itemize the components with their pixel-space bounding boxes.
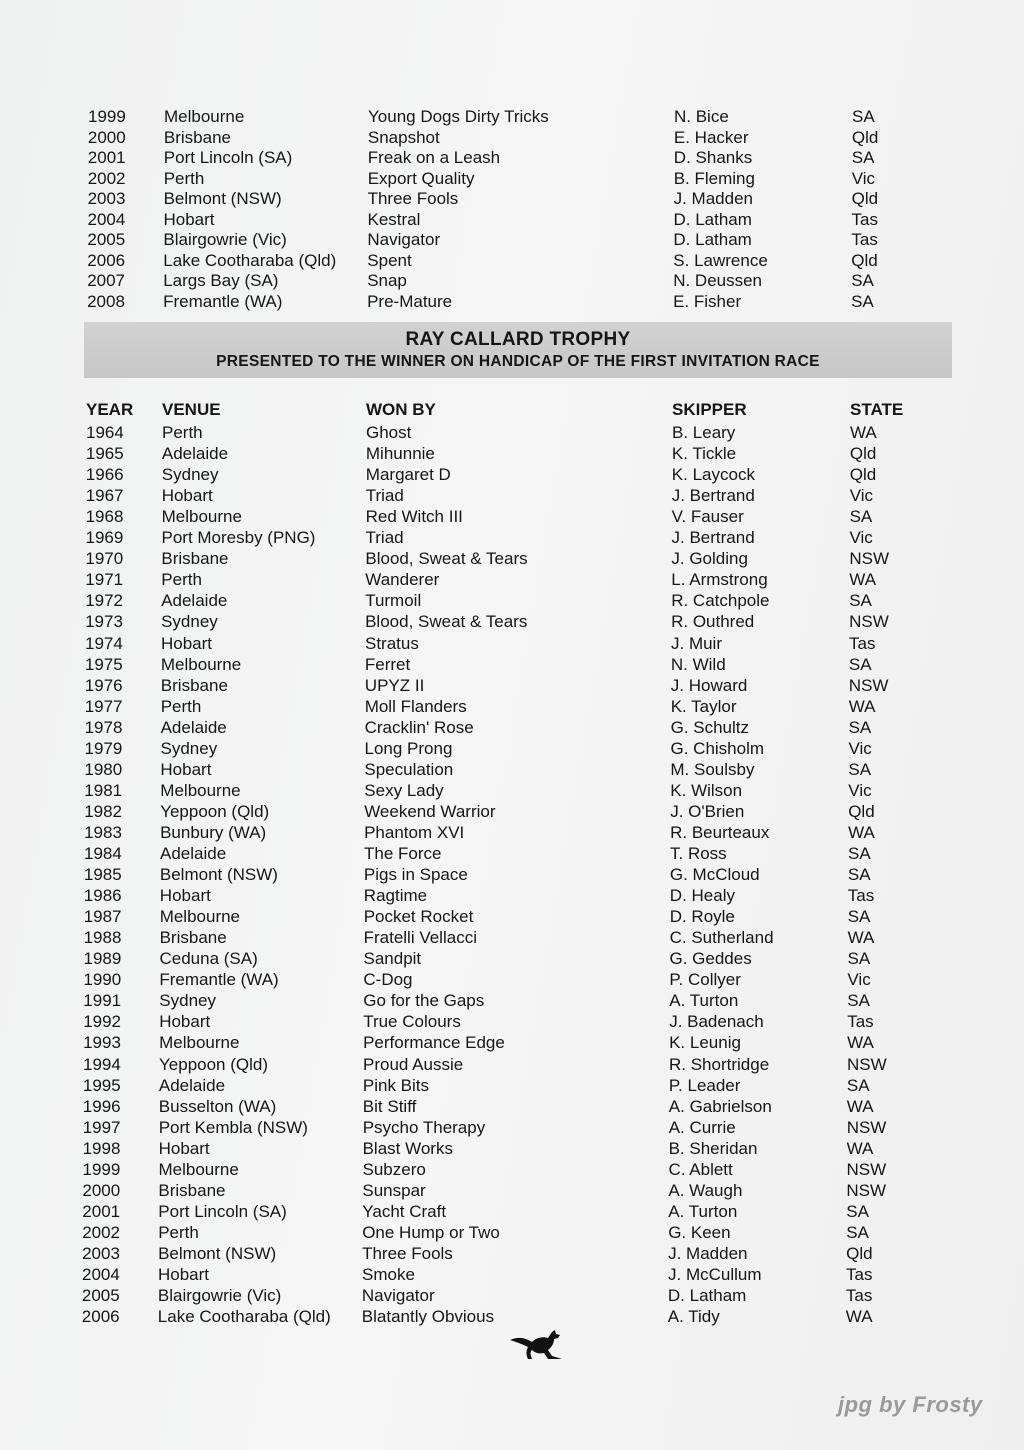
cell-state: NSW xyxy=(847,1054,887,1074)
cell-venue: Ceduna (SA) xyxy=(159,949,258,969)
cell-year: 1984 xyxy=(84,844,122,863)
cell-venue: Adelaide xyxy=(161,444,229,464)
cell-won-by: Subzero xyxy=(362,1159,426,1179)
cell-state: Qld xyxy=(848,801,875,821)
cell-state: WA xyxy=(849,570,877,590)
cell-skipper: A. Waugh xyxy=(668,1180,743,1200)
cell-state: SA xyxy=(852,107,875,126)
cell-state: Tas xyxy=(846,1265,873,1284)
cell-skipper: N. Wild xyxy=(670,654,726,674)
cell-state: NSW xyxy=(846,1117,887,1137)
cell-skipper: C. Sutherland xyxy=(669,928,774,948)
cell-won-by: Pocket Rocket xyxy=(363,907,474,927)
cell-year: 2007 xyxy=(87,271,126,290)
cell-state: Vic xyxy=(847,970,871,990)
cell-year: 1995 xyxy=(82,1075,121,1095)
cell-year: 1999 xyxy=(82,1159,121,1179)
cell-year: 1980 xyxy=(84,759,123,779)
cell-won-by: Long Prong xyxy=(364,738,453,758)
cell-year: 2002 xyxy=(87,168,126,188)
cell-year: 1971 xyxy=(85,570,124,590)
cell-won-by: Weekend Warrior xyxy=(364,801,496,821)
cell-skipper: K. Tickle xyxy=(671,444,737,464)
cell-year: 1979 xyxy=(84,738,123,758)
cell-skipper: D. Shanks xyxy=(673,148,753,167)
trophy-title: RAY CALLARD TROPHY xyxy=(405,329,631,350)
cell-skipper: P. Collyer xyxy=(669,970,741,990)
cell-venue: Sydney xyxy=(161,612,218,632)
cell-skipper: J. Bertrand xyxy=(671,486,755,506)
cell-venue: Hobart xyxy=(159,1012,211,1032)
cell-state: SA xyxy=(851,148,875,167)
cell-venue: Melbourne xyxy=(160,654,242,674)
cell-venue: Largs Bay (SA) xyxy=(163,271,279,290)
cell-year: 1973 xyxy=(85,612,123,632)
cell-skipper: J. Howard xyxy=(670,675,748,695)
cell-year: 1997 xyxy=(82,1117,121,1137)
cell-venue: Port Lincoln (SA) xyxy=(163,148,293,167)
cell-skipper: A. Turton xyxy=(669,991,739,1011)
cell-skipper: J. Madden xyxy=(668,1243,748,1263)
cell-year: 2006 xyxy=(87,250,126,270)
cell-venue: Melbourne xyxy=(159,907,241,927)
cell-won-by: Red Witch III xyxy=(365,507,463,527)
cell-skipper: J. Bertrand xyxy=(671,528,755,548)
cell-venue: Melbourne xyxy=(160,780,241,800)
cell-year: 1992 xyxy=(83,1012,122,1032)
cell-state: SA xyxy=(847,907,871,927)
cell-year: 2000 xyxy=(82,1180,121,1200)
cell-state: Qld xyxy=(851,250,878,270)
cell-state: Vic xyxy=(849,486,873,506)
cell-state: SA xyxy=(848,759,872,779)
photo-credit: jpg by Frosty xyxy=(838,1392,983,1417)
cell-year: 1990 xyxy=(83,970,122,990)
cell-venue: Melbourne xyxy=(161,507,242,527)
cell-skipper: D. Royle xyxy=(669,907,735,927)
cell-venue: Sydney xyxy=(159,991,216,1011)
cell-skipper: L. Armstrong xyxy=(671,570,768,590)
cell-venue: Hobart xyxy=(161,486,213,506)
cell-skipper: A. Gabrielson xyxy=(668,1096,772,1116)
cell-state: Tas xyxy=(845,1286,873,1306)
cell-year: 2004 xyxy=(87,209,126,229)
cell-venue: Port Lincoln (SA) xyxy=(158,1201,287,1221)
cell-won-by: Proud Aussie xyxy=(363,1054,464,1074)
cell-year: 1994 xyxy=(83,1054,121,1074)
cell-won-by: Ghost xyxy=(366,423,412,442)
cell-venue: Adelaide xyxy=(161,591,228,611)
cell-won-by: Young Dogs Dirty Tricks xyxy=(368,107,549,126)
cell-won-by: One Hump or Two xyxy=(362,1222,500,1242)
cell-skipper: J. O'Brien xyxy=(670,801,745,821)
cell-won-by: Yacht Craft xyxy=(362,1201,447,1221)
cell-venue: Fremantle (WA) xyxy=(159,970,279,990)
trophy-subtitle: PRESENTED TO THE WINNER ON HANDICAP OF THE FIRST INVITATION RACE xyxy=(216,353,820,370)
cell-won-by: Export Quality xyxy=(367,168,475,188)
cell-venue: Perth xyxy=(158,1222,199,1242)
cell-venue: Yeppoon (Qld) xyxy=(159,1054,269,1074)
cell-skipper: J. McCullum xyxy=(668,1265,762,1284)
cell-venue: Hobart xyxy=(163,209,215,229)
cell-skipper: T. Ross xyxy=(670,844,727,863)
cell-state: Vic xyxy=(848,738,872,758)
cell-venue: Hobart xyxy=(158,1265,210,1284)
cell-won-by: Wanderer xyxy=(365,570,440,590)
cell-year: 1985 xyxy=(83,865,122,885)
cell-won-by: Triad xyxy=(365,528,404,548)
cell-venue: Yeppoon (Qld) xyxy=(160,801,270,821)
cell-won-by: Freak on a Leash xyxy=(367,148,501,167)
cell-year: 1965 xyxy=(85,444,124,464)
cell-won-by: Smoke xyxy=(362,1265,415,1284)
cell-won-by: Kestral xyxy=(367,209,421,229)
cell-won-by: Blatantly Obvious xyxy=(361,1307,495,1327)
cell-skipper: N. Bice xyxy=(674,107,729,126)
cell-venue: Blairgowrie (Vic) xyxy=(157,1286,282,1306)
cell-state: Vic xyxy=(848,780,872,800)
cell-state: WA xyxy=(848,822,875,842)
cell-won-by: Go for the Gaps xyxy=(363,991,485,1011)
cell-skipper: E. Hacker xyxy=(673,127,749,147)
cell-venue: Perth xyxy=(162,423,203,442)
cell-won-by: Sandpit xyxy=(363,949,422,969)
cell-won-by: Performance Edge xyxy=(363,1033,505,1053)
cell-state: NSW xyxy=(846,1180,887,1200)
header-state: STATE xyxy=(850,400,904,419)
cell-skipper: G. Keen xyxy=(668,1222,731,1242)
cell-state: WA xyxy=(848,696,876,716)
cell-skipper: D. Latham xyxy=(673,209,752,229)
cell-state: SA xyxy=(846,1222,869,1242)
cell-won-by: Three Fools xyxy=(362,1243,453,1263)
cell-skipper: B. Sheridan xyxy=(668,1138,758,1158)
cell-venue: Brisbane xyxy=(160,675,228,695)
cell-state: NSW xyxy=(846,1159,887,1179)
cell-state: Vic xyxy=(851,168,875,188)
cell-year: 1983 xyxy=(84,822,122,842)
cell-skipper: J. Golding xyxy=(671,549,748,569)
cell-venue: Blairgowrie (Vic) xyxy=(163,230,287,249)
cell-won-by: Sexy Lady xyxy=(364,780,444,800)
cell-won-by: Moll Flanders xyxy=(364,696,467,716)
cell-skipper: G. Schultz xyxy=(670,717,750,737)
cell-year: 1977 xyxy=(84,696,123,716)
cell-year: 1970 xyxy=(85,549,124,569)
cell-year: 2003 xyxy=(82,1243,120,1263)
cell-state: NSW xyxy=(849,549,890,569)
cell-won-by: Mihunnie xyxy=(365,444,435,464)
cell-won-by: Turmoil xyxy=(365,591,422,611)
cell-skipper: J. Muir xyxy=(671,633,722,653)
cell-won-by: Snap xyxy=(367,271,407,290)
cell-venue: Melbourne xyxy=(164,107,245,126)
header-year: YEAR xyxy=(86,400,134,419)
cell-year: 1999 xyxy=(88,107,126,126)
cell-year: 2008 xyxy=(87,291,125,311)
cell-year: 2001 xyxy=(87,148,126,167)
cell-won-by: Pre-Mature xyxy=(367,291,453,311)
cell-skipper: G. Chisholm xyxy=(670,738,765,758)
cell-venue: Hobart xyxy=(161,633,213,653)
cell-year: 1987 xyxy=(83,907,122,927)
cell-state: Tas xyxy=(851,230,878,249)
cell-skipper: A. Turton xyxy=(668,1201,738,1221)
cell-state: Qld xyxy=(846,1243,873,1263)
cell-venue: Adelaide xyxy=(158,1075,226,1095)
cell-skipper: K. Wilson xyxy=(670,780,743,800)
cell-skipper: B. Leary xyxy=(672,423,736,442)
cell-won-by: Cracklin' Rose xyxy=(364,717,474,737)
cell-venue: Brisbane xyxy=(158,1180,226,1200)
cell-venue: Brisbane xyxy=(163,127,231,147)
cell-venue: Sydney xyxy=(161,465,219,485)
cell-state: SA xyxy=(848,654,872,674)
cell-won-by: Psycho Therapy xyxy=(362,1117,486,1137)
cell-state: SA xyxy=(847,991,870,1011)
cell-state: SA xyxy=(849,591,872,611)
cell-state: Qld xyxy=(851,127,879,147)
cell-won-by: Bit Stiff xyxy=(362,1096,417,1116)
cell-won-by: Blood, Sweat & Tears xyxy=(365,549,528,569)
cell-skipper: N. Deussen xyxy=(673,271,763,290)
cell-venue: Brisbane xyxy=(159,928,227,948)
cell-skipper: E. Fisher xyxy=(673,291,742,311)
cell-venue: Fremantle (WA) xyxy=(163,291,283,311)
header-skipper: SKIPPER xyxy=(672,400,747,419)
cell-venue: Port Moresby (PNG) xyxy=(161,528,316,548)
cell-state: SA xyxy=(849,507,873,527)
cell-won-by: UPYZ II xyxy=(364,675,425,695)
cell-skipper: M. Soulsby xyxy=(670,759,755,779)
cell-won-by: The Force xyxy=(364,844,442,863)
cell-venue: Adelaide xyxy=(160,717,227,737)
cell-won-by: Pigs in Space xyxy=(363,865,468,885)
cell-state: SA xyxy=(846,1075,870,1095)
cell-state: NSW xyxy=(848,675,889,695)
cell-year: 1988 xyxy=(83,928,122,948)
cell-state: Tas xyxy=(849,633,876,653)
cell-venue: Lake Cootharaba (Qld) xyxy=(157,1307,331,1327)
cell-year: 1991 xyxy=(83,991,122,1011)
cell-venue: Belmont (NSW) xyxy=(158,1243,277,1263)
cell-venue: Melbourne xyxy=(159,1033,240,1053)
cell-venue: Perth xyxy=(163,168,205,188)
cell-state: WA xyxy=(845,1307,873,1327)
cell-skipper: D. Healy xyxy=(669,886,735,906)
cell-skipper: V. Fauser xyxy=(671,507,744,527)
cell-skipper: K. Leunig xyxy=(669,1033,741,1053)
cell-year: 1972 xyxy=(85,591,124,611)
cell-state: SA xyxy=(851,291,874,311)
cell-year: 2006 xyxy=(81,1307,120,1327)
cell-won-by: Snapshot xyxy=(367,127,440,147)
cell-won-by: Ragtime xyxy=(363,886,428,906)
header-won-by: WON BY xyxy=(366,400,436,419)
cell-won-by: True Colours xyxy=(363,1012,461,1032)
cell-won-by: Fratelli Vellacci xyxy=(363,928,477,948)
cell-venue: Melbourne xyxy=(158,1159,239,1179)
cell-won-by: Ferret xyxy=(364,654,411,674)
cell-skipper: K. Laycock xyxy=(671,465,755,485)
cell-skipper: R. Beurteaux xyxy=(670,822,770,842)
cell-state: Vic xyxy=(849,528,873,548)
cell-skipper: D. Latham xyxy=(673,230,752,249)
cell-skipper: P. Leader xyxy=(668,1075,741,1095)
cell-venue: Lake Cootharaba (Qld) xyxy=(163,250,337,270)
cell-year: 1969 xyxy=(85,528,124,548)
cell-won-by: Blood, Sweat & Tears xyxy=(365,612,528,632)
cell-year: 2003 xyxy=(87,189,126,208)
cell-year: 1975 xyxy=(84,654,123,674)
cell-skipper: K. Taylor xyxy=(670,696,737,716)
cell-year: 1993 xyxy=(83,1033,121,1053)
cell-year: 1986 xyxy=(83,886,122,906)
cell-year: 1968 xyxy=(85,507,124,527)
cell-venue: Hobart xyxy=(160,759,212,779)
cell-year: 1989 xyxy=(83,949,122,969)
cell-state: SA xyxy=(848,844,871,863)
cell-year: 1978 xyxy=(84,717,123,737)
cell-state: Qld xyxy=(851,189,879,208)
cell-year: 2001 xyxy=(82,1201,121,1221)
cell-venue: Belmont (NSW) xyxy=(159,865,278,885)
cell-skipper: A. Currie xyxy=(668,1117,736,1137)
cell-state: WA xyxy=(850,423,877,442)
cell-won-by: Blast Works xyxy=(362,1138,453,1158)
cell-state: Qld xyxy=(849,444,877,464)
cell-year: 1966 xyxy=(85,465,124,485)
trophy-banner xyxy=(84,322,952,378)
cell-skipper: J. Badenach xyxy=(669,1012,764,1032)
cell-year: 1967 xyxy=(85,486,124,506)
cell-year: 1976 xyxy=(84,675,123,695)
cell-skipper: G. McCloud xyxy=(669,865,760,885)
cell-state: WA xyxy=(847,1033,874,1053)
cell-won-by: Speculation xyxy=(364,759,454,779)
cell-venue: Bunbury (WA) xyxy=(160,822,267,842)
cell-venue: Busselton (WA) xyxy=(158,1096,277,1116)
cell-state: SA xyxy=(847,865,871,885)
cell-skipper: G. Geddes xyxy=(669,949,752,969)
cell-state: Qld xyxy=(849,465,877,485)
kangaroo-icon xyxy=(508,1326,566,1362)
cell-venue: Adelaide xyxy=(160,844,227,863)
cell-state: Tas xyxy=(851,209,878,229)
cell-state: WA xyxy=(847,928,875,948)
cell-skipper: B. Fleming xyxy=(673,168,755,188)
cell-venue: Sydney xyxy=(160,738,218,758)
cell-won-by: Stratus xyxy=(365,633,419,653)
cell-year: 1998 xyxy=(82,1138,121,1158)
cell-won-by: Spent xyxy=(367,250,412,270)
cell-skipper: S. Lawrence xyxy=(673,250,768,270)
cell-year: 1996 xyxy=(82,1096,121,1116)
cell-year: 1981 xyxy=(84,780,123,800)
cell-skipper: C. Ablett xyxy=(668,1159,733,1179)
cell-year: 2004 xyxy=(82,1265,120,1284)
cell-skipper: D. Latham xyxy=(667,1286,747,1306)
cell-state: NSW xyxy=(849,612,889,632)
cell-state: SA xyxy=(851,271,874,290)
cell-won-by: Sunspar xyxy=(362,1180,426,1200)
cell-skipper: R. Shortridge xyxy=(669,1054,770,1074)
header-venue: VENUE xyxy=(162,400,221,419)
cell-year: 1964 xyxy=(86,423,124,442)
cell-year: 2005 xyxy=(81,1286,120,1306)
cell-skipper: J. Madden xyxy=(673,189,753,208)
cell-year: 1974 xyxy=(85,633,123,653)
cell-state: SA xyxy=(846,1201,869,1221)
cell-state: Tas xyxy=(847,886,875,906)
cell-won-by: Navigator xyxy=(367,230,441,249)
cell-state: WA xyxy=(846,1096,874,1116)
cell-won-by: Three Fools xyxy=(367,189,459,208)
cell-won-by: Margaret D xyxy=(365,465,451,485)
cell-won-by: C-Dog xyxy=(363,970,413,990)
cell-venue: Perth xyxy=(160,696,202,716)
cell-state: SA xyxy=(848,717,872,737)
cell-won-by: Phantom XVI xyxy=(364,822,465,842)
cell-venue: Port Kembla (NSW) xyxy=(158,1117,308,1137)
cell-won-by: Navigator xyxy=(361,1286,435,1306)
cell-won-by: Triad xyxy=(365,486,404,506)
cell-skipper: A. Tidy xyxy=(667,1307,720,1327)
cell-state: WA xyxy=(846,1138,874,1158)
cell-year: 2005 xyxy=(87,230,126,249)
cell-venue: Brisbane xyxy=(161,549,229,569)
cell-venue: Belmont (NSW) xyxy=(163,189,282,208)
cell-year: 2002 xyxy=(82,1222,121,1242)
cell-venue: Perth xyxy=(161,570,202,590)
table-header xyxy=(86,400,986,422)
cell-won-by: Pink Bits xyxy=(362,1075,430,1095)
cell-state: SA xyxy=(847,949,871,969)
cell-year: 2000 xyxy=(87,127,126,147)
cell-skipper: R. Catchpole xyxy=(671,591,770,611)
cell-venue: Hobart xyxy=(158,1138,210,1158)
cell-skipper: R. Outhred xyxy=(671,612,755,632)
cell-venue: Hobart xyxy=(159,886,211,906)
cell-state: Tas xyxy=(847,1012,874,1032)
cell-year: 1982 xyxy=(84,801,123,821)
